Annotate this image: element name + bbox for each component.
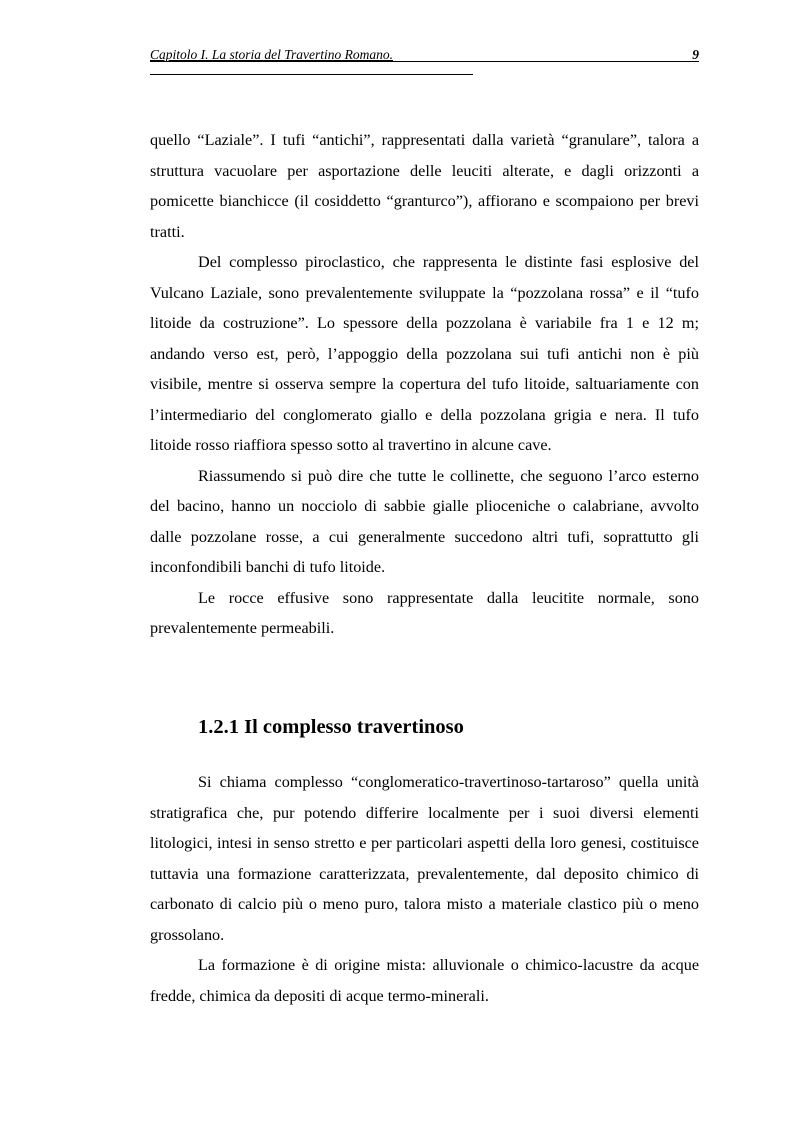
paragraph: Riassumendo si può dire che tutte le collinette, che seguono l’arco esterno del bacino, hanno un nocciolo di sabbie gialle plioceniche o calabriane, avvolto dalle pozzolane rosse, a cui generalmente succedono altri tufi, soprattutto gli inconfondibili banchi di tufo litoide. <box>150 466 699 576</box>
header-rule-secondary <box>150 74 473 75</box>
section-heading: 1.2.1 Il complesso travertinoso <box>198 716 464 738</box>
page-number: 9 <box>692 47 699 62</box>
paragraph: quello “Laziale”. I tufi “antichi”, rappresentati dalla varietà “granulare”, talora a struttura vacuolare per asportazione delle leuciti alterate, e dagli orizzonti a pomicette bianchicce (il cosiddetto “granturco”), affiorano e scompaiono per brevi tratti. <box>150 131 699 241</box>
paragraph: Del complesso piroclastico, che rappresenta le distinte fasi esplosive del Vulcano Laziale, sono prevalentemente sviluppate la “pozzolana rossa” e il “tufo litoide da costruzione”. Lo spessore della pozzolana è variabile fra 1 e 12 m; andando verso est, però, l’appoggio della pozzolana sui tufi antichi non è più visibile, mentre si osserva sempre la copertura del tufo litoide, saltuariamente con l’intermediario del conglomerato giallo e della pozzolana grigia e nera. Il tufo litoide rosso riaffiora spesso sotto al travertino in alcune cave. <box>150 253 699 454</box>
paragraph: Si chiama complesso “conglomeratico-travertinoso-tartaroso” quella unità stratigrafica che, pur potendo differire localmente per i suoi diversi elementi litologici, intesi in senso stretto e per particolari aspetti della loro genesi, costituisce tuttavia una formazione caratterizzata, prevalentemente, dal deposito chimico di carbonato di calcio più o meno puro, talora misto a materiale clastico più o meno grossolano. <box>150 773 699 944</box>
paragraph: La formazione è di origine mista: alluvionale o chimico-lacustre da acque fredde, chimica da depositi di acque termo-minerali. <box>150 956 699 1005</box>
header-rule <box>150 61 699 62</box>
header-title: Capitolo I. La storia del Travertino Romano. <box>150 47 394 62</box>
body-text <box>150 125 699 644</box>
section-body-text <box>150 767 699 1011</box>
paragraph: Le rocce effusive sono rappresentate dalla leucitite normale, sono prevalentemente permeabili. <box>150 588 699 637</box>
